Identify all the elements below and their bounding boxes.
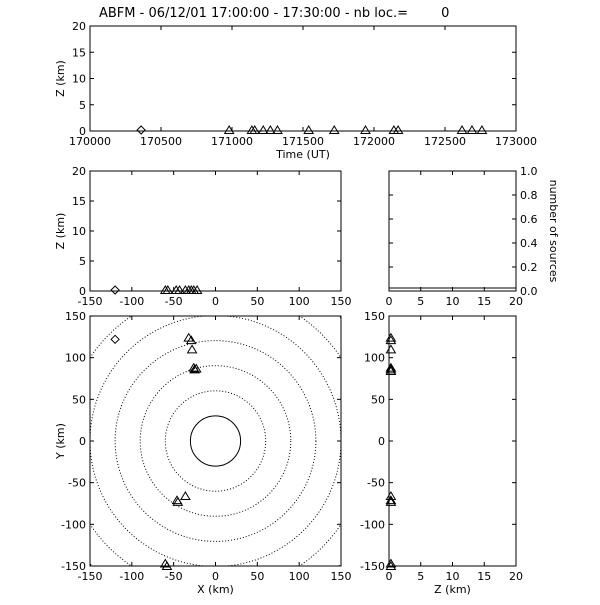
y-tick-label: 150 xyxy=(364,310,385,323)
range-ring xyxy=(165,391,265,491)
triangle-marker xyxy=(458,126,467,134)
y-tick-label: 0 xyxy=(79,285,86,298)
triangle-marker xyxy=(386,336,395,344)
y-tick-label: 50 xyxy=(371,393,385,407)
x-height-markers xyxy=(111,286,201,294)
x-tick-label: 100 xyxy=(288,570,310,583)
y-tick-label: -150 xyxy=(61,560,86,573)
y-tick-label: 100 xyxy=(364,351,385,365)
y-tick-label: 15 xyxy=(72,195,86,208)
y-tick-label: 5 xyxy=(79,98,86,112)
triangle-marker xyxy=(188,345,197,353)
x-tick-label: 20 xyxy=(509,295,523,308)
triangle-marker xyxy=(330,126,339,134)
x-tick-label: 0 xyxy=(385,295,393,308)
source-count-panel xyxy=(386,165,561,308)
y-tick-label: 50 xyxy=(72,393,86,407)
y-tick-label: -100 xyxy=(360,518,385,532)
y-tick-label: 0 xyxy=(79,435,86,448)
height-y-markers xyxy=(386,334,395,570)
x-tick-label: 15 xyxy=(477,570,492,583)
range-ring xyxy=(140,366,291,517)
plan-view-markers xyxy=(111,334,201,570)
y-axis-label: Y (km) xyxy=(54,423,67,459)
range-ring xyxy=(115,341,316,542)
y-tick-label: -100 xyxy=(61,518,86,532)
diamond-marker xyxy=(137,126,145,134)
x-tick-label: -50 xyxy=(164,295,183,308)
plan-view-panel xyxy=(40,265,391,600)
x-axis-label: Time (UT) xyxy=(276,148,330,161)
x-height-panel xyxy=(54,165,352,308)
y-tick-label: 10 xyxy=(72,72,86,86)
y-axis-label: Z (km) xyxy=(54,212,67,250)
height-y-frame xyxy=(389,316,516,566)
x-tick-label: 0 xyxy=(212,295,219,308)
x-axis-label: Z (km) xyxy=(434,583,471,596)
x-tick-label: 172500 xyxy=(424,135,466,148)
y-tick-label: -50 xyxy=(367,476,385,490)
x-tick-label: -100 xyxy=(119,295,145,308)
triangle-marker xyxy=(386,334,395,342)
y-tick-label: 20 xyxy=(72,165,86,178)
triangle-marker xyxy=(477,126,486,134)
x-height-frame xyxy=(90,171,341,291)
x-axis-label: X (km) xyxy=(197,583,234,596)
range-ring xyxy=(65,290,366,591)
x-tick-label: 20 xyxy=(509,570,523,583)
y-tick-label: 15 xyxy=(72,46,86,60)
x-tick-label: 15 xyxy=(477,295,492,308)
y-tick-label: 20 xyxy=(72,20,86,33)
height-y-panel xyxy=(360,310,523,596)
figure-title: ABFM - 06/12/01 17:00:00 - 17:30:00 - nb loc.= 0 xyxy=(99,6,450,21)
x-tick-label: 5 xyxy=(417,570,425,583)
time-height-frame xyxy=(90,26,516,131)
x-tick-label: 5 xyxy=(417,295,425,308)
triangle-marker xyxy=(467,126,476,134)
y-tick-label: 5 xyxy=(79,255,86,268)
y-tick-label: 10 xyxy=(72,225,86,238)
x-tick-label: 100 xyxy=(288,295,310,308)
plan-view-frame xyxy=(90,316,341,566)
x-tick-label: 171500 xyxy=(282,135,324,148)
diamond-marker xyxy=(111,286,119,294)
y-tick-label: 0.6 xyxy=(520,213,538,226)
source-count-frame xyxy=(389,171,516,291)
triangle-marker xyxy=(361,126,370,134)
x-tick-label: 173000 xyxy=(495,135,537,148)
x-tick-label: -150 xyxy=(77,570,103,583)
y-tick-label: 1.0 xyxy=(520,165,538,178)
y-tick-label: 0.0 xyxy=(520,285,538,298)
x-tick-label: 50 xyxy=(250,570,265,583)
y-axis-label: number of sources xyxy=(547,179,560,283)
x-tick-label: 150 xyxy=(330,570,352,583)
x-tick-label: 0 xyxy=(212,570,219,583)
time-height-panel xyxy=(54,20,537,161)
y-tick-label: 150 xyxy=(65,310,86,323)
x-tick-label: 0 xyxy=(385,570,393,583)
range-ring xyxy=(90,316,341,567)
y-tick-label: -50 xyxy=(68,476,86,490)
y-tick-label: 0 xyxy=(79,125,86,138)
x-tick-label: 10 xyxy=(445,570,460,583)
plot-layer xyxy=(40,20,560,600)
x-tick-label: 150 xyxy=(330,295,352,308)
x-tick-label: 50 xyxy=(250,295,265,308)
triangle-marker xyxy=(181,492,190,500)
time-height-markers xyxy=(137,126,486,134)
x-tick-label: -150 xyxy=(77,295,103,308)
x-tick-label: -100 xyxy=(119,570,145,583)
y-tick-label: 100 xyxy=(65,351,86,365)
y-tick-label: 0.8 xyxy=(520,189,538,202)
x-tick-label: 10 xyxy=(445,295,460,308)
x-tick-label: 171000 xyxy=(211,135,253,148)
y-axis-label: Z (km) xyxy=(54,60,67,97)
diamond-marker xyxy=(111,335,119,343)
y-tick-label: -150 xyxy=(360,560,385,573)
triangle-marker xyxy=(386,345,395,353)
y-tick-label: 0.4 xyxy=(520,237,538,250)
y-tick-label: 0 xyxy=(378,435,385,448)
x-tick-label: -50 xyxy=(164,570,183,583)
x-tick-label: 170500 xyxy=(140,135,182,148)
triangle-marker xyxy=(304,126,313,134)
range-ring xyxy=(190,416,240,466)
x-tick-label: 172000 xyxy=(353,135,395,148)
y-tick-label: 0.2 xyxy=(520,261,538,274)
x-tick-label: 170000 xyxy=(69,135,111,148)
